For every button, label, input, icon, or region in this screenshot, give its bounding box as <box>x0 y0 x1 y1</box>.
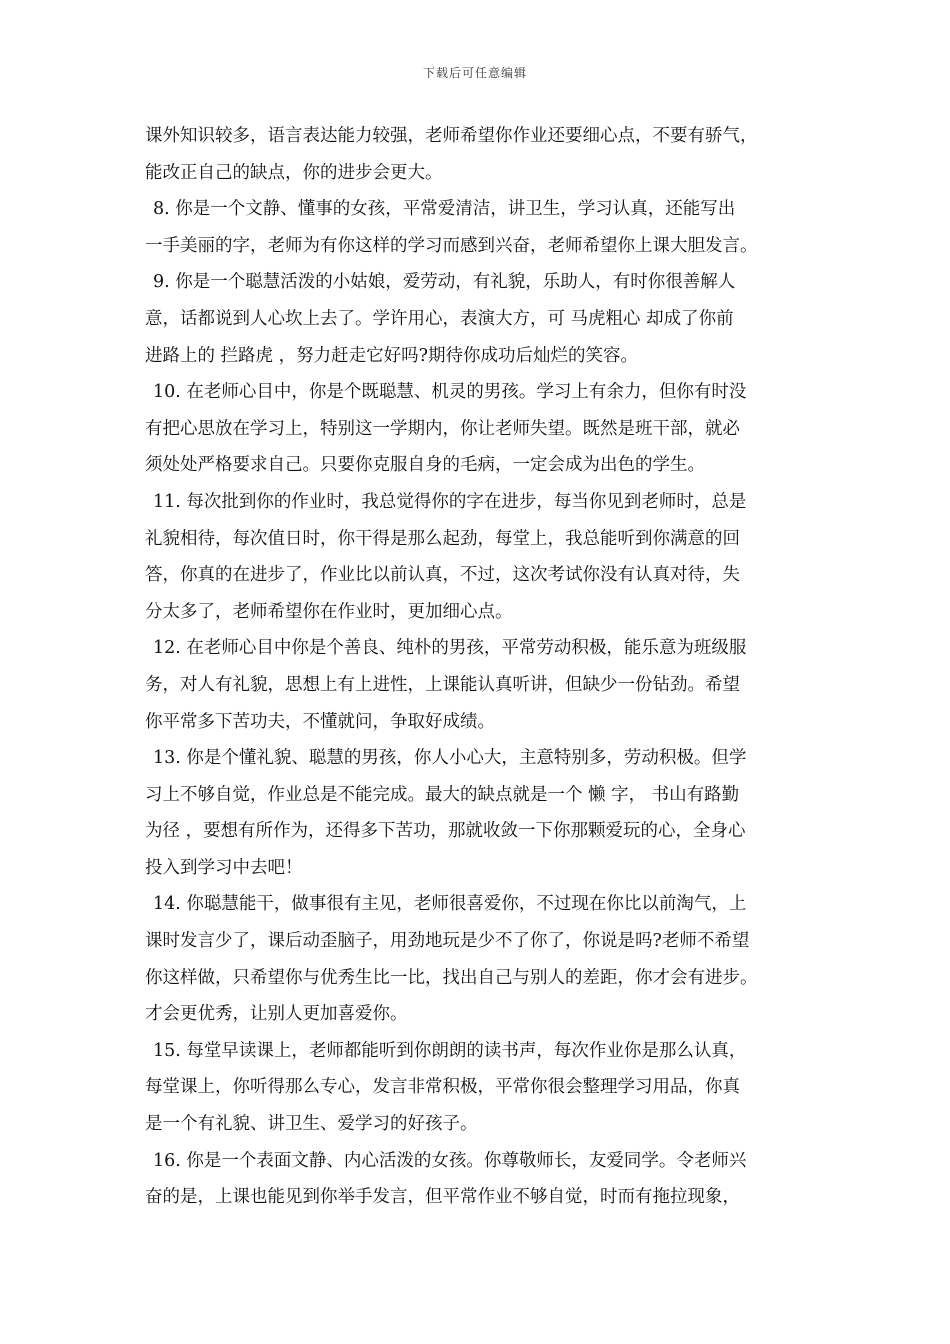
text-line: 习上不够自觉，作业总是不能完成。最大的缺点就是一个 懒 字， 书山有路勤 <box>145 784 740 805</box>
document-body <box>145 118 825 1216</box>
text-line: 投入到学习中去吧！ <box>145 857 303 878</box>
text-line: 才会更优秀，让别人更加喜爱你。 <box>145 1004 408 1025</box>
text-line: 须处处严格要求自己。只要你克服自身的毛病，一定会成为出色的学生。 <box>145 455 705 476</box>
text-line: 12. 在老师心目中你是个善良、纯朴的男孩，平常劳动积极，能乐意为班级服 <box>153 638 747 659</box>
text-line: 15. 每堂早读课上，老师都能听到你朗朗的读书声，每次作业你是那么认真， <box>153 1040 747 1061</box>
text-line: 11. 每次批到你的作业时，我总觉得你的字在进步，每当你见到老师时，总是 <box>153 491 747 512</box>
text-line: 一手美丽的字，老师为有你这样的学习而感到兴奋，老师希望你上课大胆发言。 <box>145 235 758 256</box>
text-line: 有把心思放在学习上，特别这一学期内，你让老师失望。既然是班干部，就必 <box>145 418 740 439</box>
text-line: 你平常多下苦功夫，不懂就问，争取好成绩。 <box>145 711 495 732</box>
text-line: 分太多了，老师希望你在作业时，更加细心点。 <box>145 601 513 622</box>
text-line: 课时发言少了，课后动歪脑子，用劲地玩是少不了你了，你说是吗?老师不希望 <box>145 931 750 952</box>
text-line: 是一个有礼貌、讲卫生、爱学习的好孩子。 <box>145 1114 478 1135</box>
page-header: 下载后可任意编辑 <box>422 66 527 80</box>
text-line: 16. 你是一个表面文静、内心活泼的女孩。你尊敬师长，友爱同学。令老师兴 <box>153 1150 747 1171</box>
text-line: 8. 你是一个文静、懂事的女孩，平常爱清洁，讲卫生，学习认真，还能写出 <box>153 199 736 220</box>
text-line: 奋的是，上课也能见到你举手发言，但平常作业不够自觉，时而有拖拉现象， <box>145 1187 740 1208</box>
text-line: 为径 ，要想有所作为，还得多下苦功，那就收敛一下你那颗爱玩的心，全身心 <box>145 821 746 842</box>
text-line: 意，话都说到人心坎上去了。学许用心，表演大方，可 马虎粗心 却成了你前 <box>145 308 734 329</box>
text-line: 每堂课上，你听得那么专心，发言非常积极，平常你很会整理学习用品，你真 <box>145 1077 740 1098</box>
text-line: 9. 你是一个聪慧活泼的小姑娘，爱劳动，有礼貌，乐助人，有时你很善解人 <box>153 272 736 293</box>
text-line: 14. 你聪慧能干，做事很有主见，老师很喜爱你，不过现在你比以前淘气，上 <box>153 894 747 915</box>
text-line: 务，对人有礼貌，思想上有上进性，上课能认真听讲，但缺少一份钻劲。希望 <box>145 674 740 695</box>
text-line: 进路上的 拦路虎 ，努力赶走它好吗?期待你成功后灿烂的笑容。 <box>145 345 639 366</box>
text-line: 答，你真的在进步了，作业比以前认真，不过，这次考试你没有认真对待，失 <box>145 565 740 586</box>
text-line: 礼貌相待，每次值日时，你干得是那么起劲，每堂上，我总能听到你满意的回 <box>145 528 740 549</box>
text-line: 10. 在老师心目中，你是个既聪慧、机灵的男孩。学习上有余力，但你有时没 <box>153 382 747 403</box>
text-line: 13. 你是个懂礼貌、聪慧的男孩，你人小心大，主意特别多，劳动积极。但学 <box>153 748 747 769</box>
text-line: 你这样做，只希望你与优秀生比一比，找出自己与别人的差距，你才会有进步。 <box>145 967 758 988</box>
text-line: 课外知识较多，语言表达能力较强，老师希望你作业还要细心点，不要有骄气， <box>145 126 758 146</box>
text-line: 能改正自己的缺点，你的进步会更大。 <box>145 162 443 183</box>
